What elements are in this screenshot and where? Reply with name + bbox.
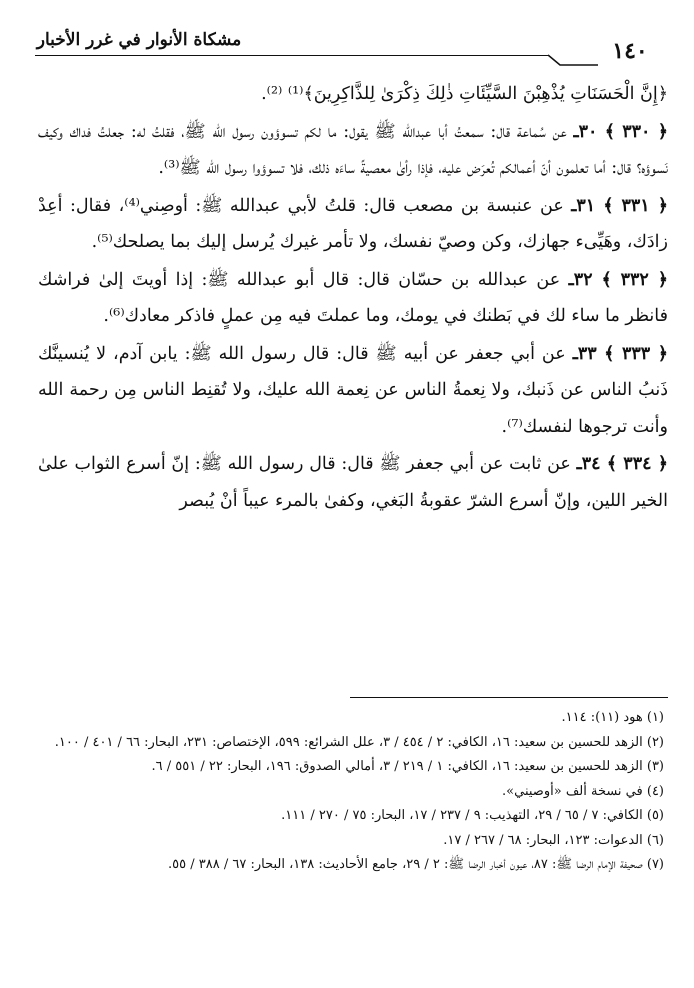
footnote: (٣) الزهد للحسين بن سعيد: ١٦، الكافي: ١ / ٢١٩ / ٣، أمالي الصدوق: ١٩٦، البحار: ٢٢ / ٥٥١ / ٦. — [151, 759, 664, 774]
hadith-number: ﴿ ٣٣١ ﴾ ٣١ـ — [571, 195, 668, 216]
header-rule — [35, 55, 548, 56]
hadith-paragraph — [38, 114, 668, 187]
hadith-number: ﴿ ٣٣٢ ﴾ ٣٢ـ — [568, 269, 668, 290]
header-rule-notch — [548, 54, 598, 66]
footnote: (١) هود (١١): ١١٤. — [561, 710, 664, 725]
footnote: (٢) الزهد للحسين بن سعيد: ١٦، الكافي: ٢ / ٤٥٤ / ٣، علل الشرائع: ٥٩٩، الإختصاص: ٢٣١، البحار: ٦٦ / ٤٠١ / ١٠٠. — [54, 734, 664, 750]
footnote: (٦) الدعوات: ١٢٣، البحار: ٦٨ / ٢٦٧ / ١٧. — [443, 832, 664, 848]
running-header — [0, 0, 694, 80]
book-title: مشكاة الأنوار في غرر الأخبار — [36, 30, 242, 50]
hadith-number: ﴿ ٣٣٠ ﴾ ٣٠ـ — [573, 121, 668, 142]
footnotes — [26, 706, 664, 878]
footnote: (٤) في نسخة ألف «أوصيني». — [502, 783, 664, 799]
quran-verse: ﴿إِنَّ الْحَسَنَاتِ يُذْهِبْنَ السَّيِّئَاتِ ذٰلِكَ ذِكْرَىٰ لِلذَّاكِرِينَ﴾⁽¹⁾ ⁽²⁾. — [261, 84, 668, 104]
hadith-paragraph — [38, 188, 668, 261]
hadith-number: ﴿ ٣٣٤ ﴾ ٣٤ـ — [576, 454, 668, 474]
hadith-text: عن ثابت عن أبي جعفر ﷺ قال: قال رسول الله ﷺ: إنّ أسرع الثواب علىٰ الخير اللين، وإنّ أسرع الشرّ عقوبةُ البَغي، وكفىٰ بالمرء عيباً أنْ يُبصر — [38, 454, 668, 511]
hadith-text: عن أبي جعفر عن أبيه ﷺ قال: قال رسول الله ﷺ: يابن آدم، لا يُنسينَّك ذَنبُ الناس عن ذَنبك، ولا نِعمةُ الناس عن نِعمة الله عليك، ولا تُقنِط الناس مِن رحمة الله وأنت ترجوها لنفسك⁽⁷⁾. — [38, 343, 668, 437]
hadith-paragraph — [38, 336, 668, 446]
hadith-text: عن عبدالله بن حسّان قال: قال أبو عبدالله ﷺ: إذا أويتَ إلىٰ فراشك فانظر ما ساء لك في بَطنك في يومك، وما عملتَ فيه مِن عملٍ فاذكر معادك⁽⁶⁾. — [38, 269, 668, 326]
footnote: (٥) الكافي: ٧ / ٦٥ / ٢٩، التهذيب: ٩ / ٢٣٧ / ١٧، البحار: ٧٥ / ٢٧٠ / ١١١. — [281, 808, 664, 823]
footnote-separator — [350, 697, 668, 698]
main-text — [38, 76, 668, 520]
hadith-text: عن عنبسة بن مصعب قال: قلتُ لأبي عبدالله ﷺ: أوصِني⁽⁴⁾، فقال: أعِدْ زادَك، وهَيِّىء جهازك، وكن وصيّ نفسك، ولا تأمر غيرك يُرسل إليك بما يصلحك⁽⁵⁾. — [38, 195, 668, 252]
hadith-text: عن سُماعة قال: سمعتُ أبا عبدالله ﷺ يقول: ما لكم تسوؤون رسول الله ﷺ، فقلتُ له: جعلتُ فداك وكيف نَسوؤه؟ قال: أما تعلمون أنّ أعمالكم تُعرَض عليه، فإذا رأىٰ معصيةً ساءَه ذلك، فلا تسوؤوا رسول الله ﷺ⁽³⁾. — [38, 121, 668, 178]
hadith-paragraph — [38, 446, 668, 519]
footnote: (٧) صحيفة الإمام الرضا ﷺ: ٨٧، عيون أخبار الرضا ﷺ: ٢ / ٢٩، جامع الأحاديث: ١٣٨، البحار: ٦٧ / ٣٨٨ / ٥٥. — [167, 857, 664, 872]
hadith-number: ﴿ ٣٣٣ ﴾ ٣٣ـ — [572, 343, 668, 364]
hadith-paragraph — [38, 262, 668, 335]
page-number: ١٤٠ — [612, 38, 648, 64]
